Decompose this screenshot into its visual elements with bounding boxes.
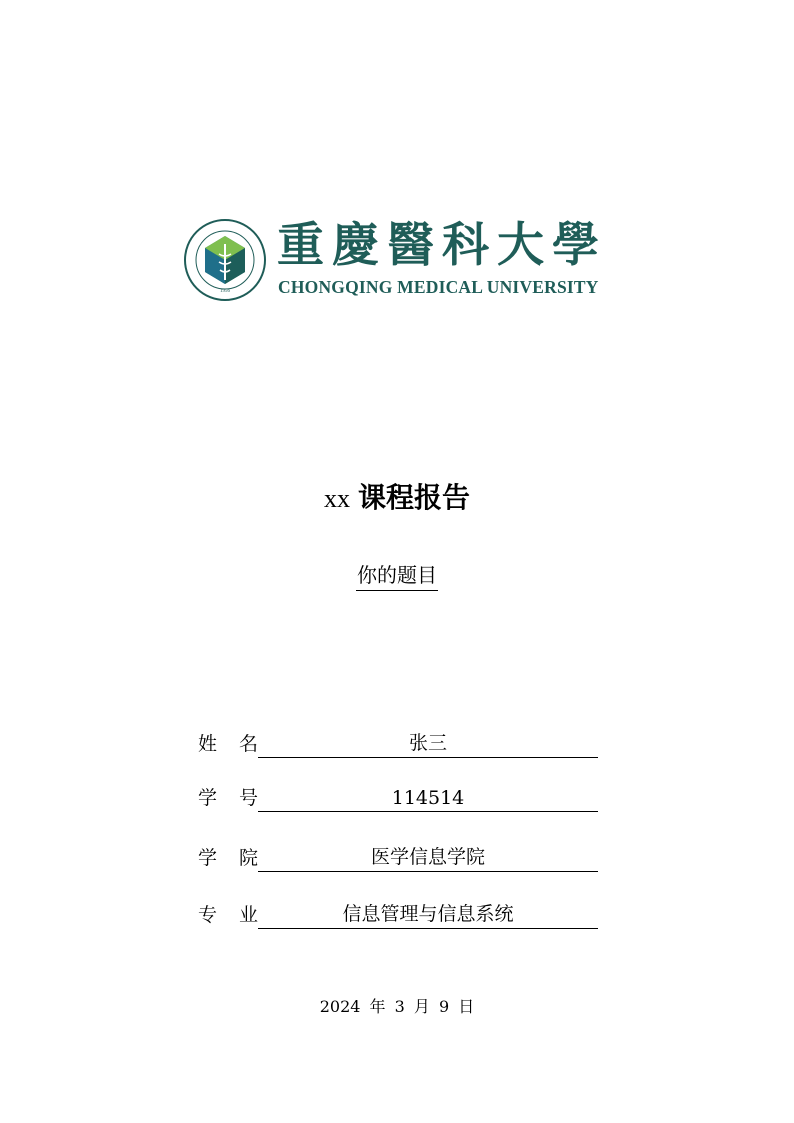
info-value-student-id: 114514	[258, 787, 598, 812]
report-title-text: 课程报告	[357, 481, 470, 514]
info-value-college: 医学信息学院	[258, 842, 598, 872]
report-title	[0, 476, 794, 516]
university-seal-icon	[183, 218, 267, 302]
course-prefix: xx	[323, 484, 350, 513]
info-label: 姓 名	[198, 733, 267, 755]
info-value-major: 信息管理与信息系统	[258, 899, 598, 929]
report-date: 2024 年 3 月 9 日	[319, 997, 475, 1016]
report-subtitle-wrap	[0, 559, 794, 591]
university-name-english: CHONGQING MEDICAL UNIVERSITY	[278, 277, 599, 297]
info-label: 专 业	[198, 904, 267, 926]
info-value-name: 张三	[258, 728, 598, 758]
report-subtitle: 你的题目	[356, 559, 438, 591]
info-row-college	[198, 840, 598, 872]
svg-text:1956: 1956	[220, 289, 230, 294]
info-label: 学 号	[198, 787, 267, 809]
info-row-name	[198, 726, 598, 758]
info-label: 学 院	[198, 847, 267, 869]
university-logo	[183, 218, 615, 298]
university-name-chinese: 重慶醫科大學	[277, 218, 607, 273]
info-row-student-id	[198, 780, 598, 812]
info-row-major	[198, 897, 598, 929]
